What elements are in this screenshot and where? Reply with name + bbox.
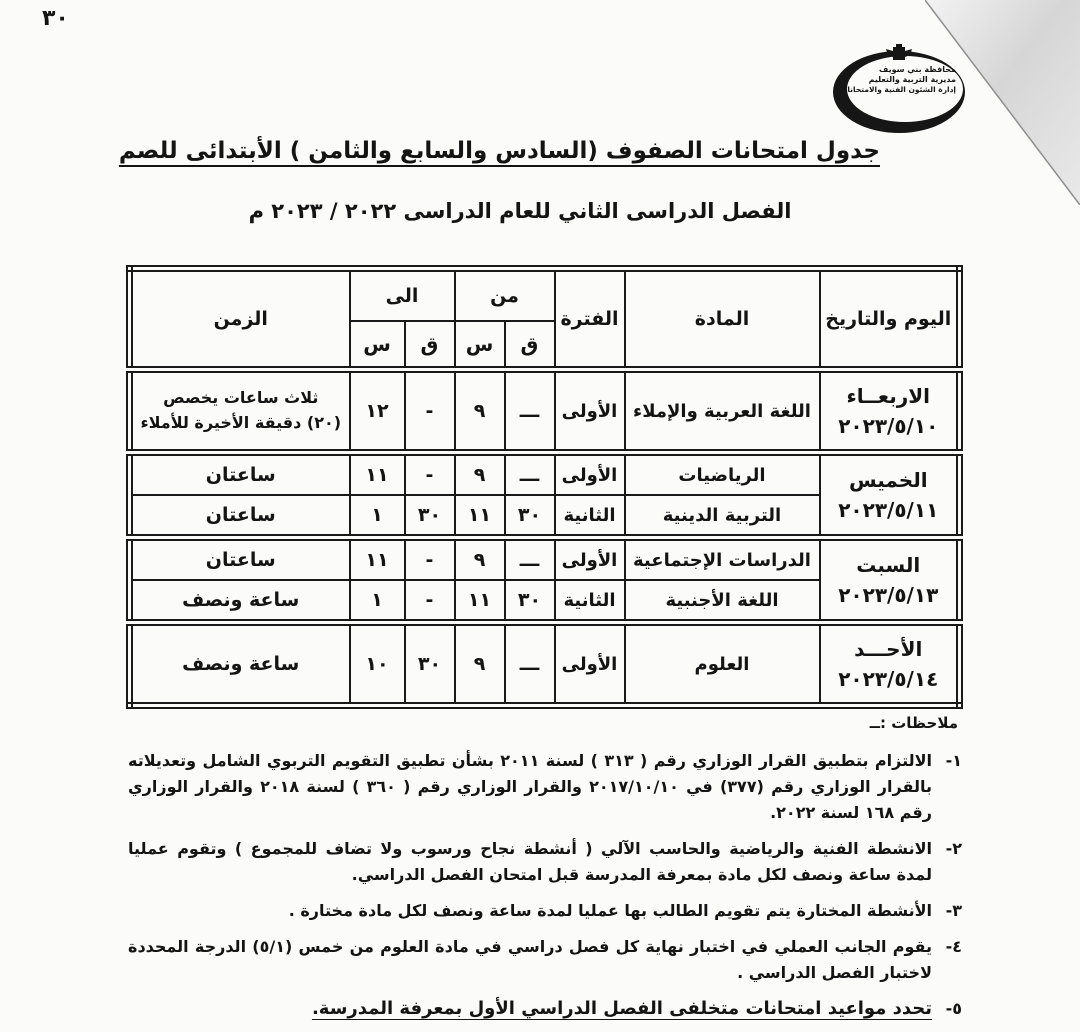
day-name: الخميس bbox=[848, 468, 928, 492]
subject-cell: الرياضيات bbox=[625, 453, 820, 496]
notes-label: ملاحظات :ــ bbox=[869, 714, 958, 732]
note-item bbox=[128, 996, 962, 1022]
to-minute-cell: ٣٠ bbox=[405, 495, 455, 538]
table-row bbox=[130, 623, 960, 706]
note-text: تحدد مواعيد امتحانات متخلفى الفصل الدراسي الأول بمعرفة المدرسة. bbox=[311, 998, 932, 1019]
day-name: الأحـــد bbox=[854, 637, 923, 661]
notes-list bbox=[128, 748, 962, 1032]
note-text: الانشطة الفنية والرياضية والحاسب الآلي ( أنشطة نجاح ورسوب ولا تضاف للمجموع ) وتقوم عمليا لمدة ساعة ونصف لكل مادة بمعرفة المدرسة قبل امتحان الفصل الدراسي. bbox=[128, 839, 932, 884]
note-text: الأنشطة المختارة يتم تقويم الطالب بها عمليا لمدة ساعة ونصف لكل مادة مختارة . bbox=[288, 901, 932, 920]
note-item bbox=[128, 748, 962, 826]
from-hour-cell: ١١ bbox=[455, 495, 505, 538]
note-item bbox=[128, 934, 962, 986]
from-hour-cell: ٩ bbox=[455, 453, 505, 496]
header-duration: الزمن bbox=[130, 269, 350, 370]
to-minute-cell: - bbox=[405, 453, 455, 496]
day-cell bbox=[820, 538, 960, 623]
from-hour-cell: ١١ bbox=[455, 580, 505, 623]
period-cell: الأولى bbox=[555, 453, 625, 496]
to-hour-cell: ١٢ bbox=[350, 370, 405, 453]
period-cell: الثانية bbox=[555, 495, 625, 538]
duration-text: ثلاث ساعات يخصص bbox=[163, 388, 319, 408]
day-cell bbox=[820, 623, 960, 706]
note-item bbox=[128, 898, 962, 924]
from-minute-cell: ـــ bbox=[505, 623, 555, 706]
header-from: من bbox=[455, 269, 555, 322]
from-minute-cell: ـــ bbox=[505, 370, 555, 453]
table-header-row bbox=[130, 269, 960, 322]
header-from-minute: ق bbox=[505, 321, 555, 370]
duration-cell: ساعتان bbox=[130, 538, 350, 581]
to-minute-cell: - bbox=[405, 538, 455, 581]
subject-cell: اللغة الأجنبية bbox=[625, 580, 820, 623]
day-cell bbox=[820, 370, 960, 453]
from-minute-cell: ٣٠ bbox=[505, 580, 555, 623]
table-row bbox=[130, 453, 960, 496]
to-minute-cell: - bbox=[405, 370, 455, 453]
header-from-hour: س bbox=[455, 321, 505, 370]
page-number: ٣٠ bbox=[42, 6, 69, 31]
duration-cell: ساعة ونصف bbox=[130, 623, 350, 706]
note-number: ٣- bbox=[945, 901, 962, 920]
note-number: ٥- bbox=[945, 999, 962, 1018]
to-minute-cell: ٣٠ bbox=[405, 623, 455, 706]
from-hour-cell: ٩ bbox=[455, 370, 505, 453]
from-minute-cell: ـــ bbox=[505, 453, 555, 496]
from-hour-cell: ٩ bbox=[455, 538, 505, 581]
logo-line-directorate: مديرية التربية والتعليم bbox=[868, 75, 956, 84]
header-subject: المادة bbox=[625, 269, 820, 370]
duration-cell: ساعة ونصف bbox=[130, 580, 350, 623]
subject-cell: اللغة العربية والإملاء bbox=[625, 370, 820, 453]
document-subtitle: الفصل الدراسى الثاني للعام الدراسى ٢٠٢٢ / ٢٠٢٣ م bbox=[248, 199, 792, 223]
document-title bbox=[118, 138, 880, 164]
duration-cell: ساعتان bbox=[130, 453, 350, 496]
header-period: الفترة bbox=[555, 269, 625, 370]
to-hour-cell: ١٠ bbox=[350, 623, 405, 706]
note-item bbox=[128, 836, 962, 888]
logo-line-department: إدارة الشئون الفنية والامتحانات bbox=[839, 85, 956, 94]
header-to-hour: س bbox=[350, 321, 405, 370]
table-row bbox=[130, 538, 960, 581]
table-row bbox=[130, 370, 960, 453]
day-date: ٢٠٢٣/٥/١١ bbox=[838, 498, 939, 522]
header-to-minute: ق bbox=[405, 321, 455, 370]
day-cell bbox=[820, 453, 960, 538]
period-cell: الثانية bbox=[555, 580, 625, 623]
logo-line-governorate: محافظة بني سويف bbox=[879, 65, 956, 74]
period-cell: الأولى bbox=[555, 623, 625, 706]
directorate-logo bbox=[830, 40, 975, 135]
exam-schedule-table bbox=[126, 265, 963, 709]
header-day-date: اليوم والتاريخ bbox=[820, 269, 960, 370]
day-date: ٢٠٢٣/٥/١٤ bbox=[838, 667, 939, 691]
note-number: ٢- bbox=[945, 839, 962, 858]
day-date: ٢٠٢٣/٥/١٣ bbox=[838, 583, 939, 607]
to-hour-cell: ١١ bbox=[350, 538, 405, 581]
header-to: الى bbox=[350, 269, 455, 322]
document-title-text: جدول امتحانات الصفوف (السادس والسابع والثامن ) الأبتدائى للصم bbox=[118, 138, 880, 164]
duration-cell: ساعتان bbox=[130, 495, 350, 538]
to-hour-cell: ١ bbox=[350, 580, 405, 623]
subject-cell: التربية الدينية bbox=[625, 495, 820, 538]
to-hour-cell: ١ bbox=[350, 495, 405, 538]
period-cell: الأولى bbox=[555, 538, 625, 581]
note-number: ٤- bbox=[945, 937, 962, 956]
period-cell: الأولى bbox=[555, 370, 625, 453]
note-text: الالتزام بتطبيق القرار الوزاري رقم ( ٣١٣ ) لسنة ٢٠١١ بشأن تطبيق التقويم التربوي الشامل وتعديلاته بالقرار الوزاري رقم (٣٧٧) في ٢٠١٧/١٠/١٠ والقرار الوزاري رقم ( ٣٦٠ ) لسنة ٢٠١٨ والقرار الوزاري رقم ١٦٨ لسنة ٢٠٢٢. bbox=[128, 751, 933, 822]
to-hour-cell: ١١ bbox=[350, 453, 405, 496]
from-minute-cell: ٣٠ bbox=[505, 495, 555, 538]
subject-cell: العلوم bbox=[625, 623, 820, 706]
from-minute-cell: ـــ bbox=[505, 538, 555, 581]
duration-note: (٢٠) دقيقة الأخيرة للأملاء bbox=[140, 413, 342, 432]
subject-cell: الدراسات الإجتماعية bbox=[625, 538, 820, 581]
day-date: ٢٠٢٣/٥/١٠ bbox=[838, 414, 939, 438]
day-name: السبت bbox=[856, 553, 921, 577]
eagle-emblem-icon bbox=[886, 44, 912, 60]
to-minute-cell: - bbox=[405, 580, 455, 623]
note-text: يقوم الجانب العملي في اختبار نهاية كل فصل دراسي في مادة العلوم من خمس (٥/١) الدرجة المحددة لاختبار الفصل الدراسي . bbox=[128, 937, 933, 982]
day-name: الاربعــاء bbox=[846, 384, 930, 408]
note-number: ١- bbox=[945, 751, 962, 770]
duration-cell bbox=[130, 370, 350, 453]
from-hour-cell: ٩ bbox=[455, 623, 505, 706]
